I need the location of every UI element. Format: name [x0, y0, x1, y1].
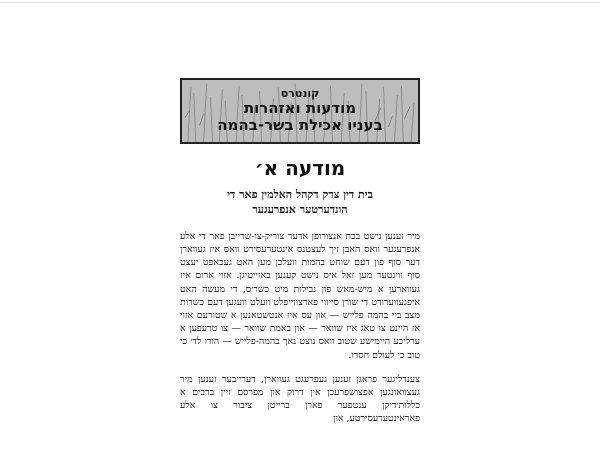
- banner-kicker: קונטרס: [280, 87, 320, 101]
- body-text: [180, 230, 420, 426]
- issuer-line-1: בית דין צדק דקהל האלמין פאר די: [227, 188, 373, 201]
- banner-text-block: [182, 80, 418, 142]
- notice-heading: מודעה א׳: [254, 156, 346, 180]
- body-paragraph-2: צענדליגער פראגן זענען געפרעגט געווארן, דערייבער זענען מיר געצוואונגען אפצושפרעכן אין דרוק און מפרסם זיין ברבים א כללות׳דיקן ענטפער פארן ברייטן ציבור צו אלע פאראינטערעסירטע, און: [180, 373, 420, 425]
- title-banner: [180, 78, 420, 144]
- issuer-heading: [180, 188, 420, 218]
- body-paragraph-1: מיר זענען נישט בכח אנצורופן אדער צוריק-צו-שרייבן פאר די אלע אנפרעגער וואס האבן זיך לעצטנס אינטערעסירט וואס איז געווארן דער סוף פון דעם שוחט בהמות וועלכן מען האט געכאפט יעצט סוף ווינטער מען זאל איס נישט קענען באזייטיגן. אזוי ארום איז געווארען א מיש-מאש פון נבילות מיט כשר׳ס, די מעשה האט איפגעווערודט די שורן סייווי פארצווייפלט וועלט וועגען דעם כשרות מצב ביי בהמה פלייש — און עס איז אנטשטאנען א שטורעם אזוי אז היינט צו טאג איז שוואר — און באמת שוואר — צו טרעפען א ערליכע היימישע שטוב וואס נוצט נאך בהמה-פלייש — הודו לד׳ כי טוב כי לעולם חסדו.: [180, 230, 420, 361]
- banner-subtitle: בעניו אכילת בשר-בהמה: [217, 115, 383, 134]
- banner-title: מודעות ואזהרות: [243, 99, 357, 118]
- document-page: [180, 78, 420, 426]
- issuer-line-2: הונדערטער אנפרעגער: [252, 202, 348, 216]
- top-border-line: [0, 2, 600, 3]
